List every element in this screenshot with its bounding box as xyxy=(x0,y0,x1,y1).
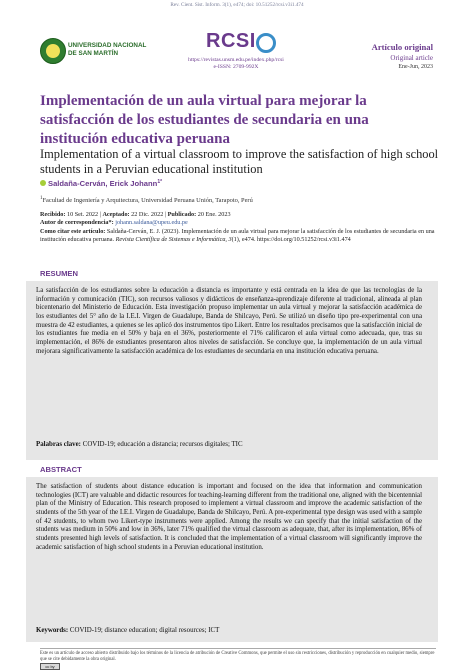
article-type-en: Original article xyxy=(390,54,433,62)
published-date: 20 Ene. 2023 xyxy=(197,211,231,218)
article-title-es: Implementación de un aula virtual para mejorar la satisfacción de los estudiantes de secundaria en una institución educativa peruana xyxy=(40,93,369,147)
article-meta xyxy=(40,211,445,245)
author-superscript: 1* xyxy=(157,179,163,185)
cite-volume: 3 xyxy=(228,236,232,244)
correspondence-line xyxy=(40,219,445,227)
abstract-keywords-label: Keywords: xyxy=(36,627,69,634)
resumen-text: La satisfacción de los estudiantes sobre la educación a distancia es importante y está centrada en la idea de que las tecnologías de la información y comunicación (TIC), son recursos valiosos y didácticos de enseñanza-aprendizaje diferente al tradicional, alineada al plan bicentenario del Ministerio de Educación. Esta investigación propuso implementar un aula virtual y mejorar la satisfacción académica de los estudiantes del 5° año de la I.E.I. Virgen de Guadalupe, Banda de Shilcayo, Perú. Se utilizó un diseño tipo pre-experimental con una muestra de 42 estudiantes, a quienes se les aplicó dos instrumentos tipo Likert. Entre los resultados precisamos que la satisfacción inicial de los estudiantes fue media en el 50% y baja en el 36%, posteriormente el 71% calificaron el aula virtual como adecuada, que, tras su implementación, el 86% de estudiantes presentaron altos niveles de satisfacción. Se concluye que, la implementación de un aula virtual mejorara significativamente la satisfacción académica de los estudiantes de secundaria en una institución educativa peruana. xyxy=(36,287,422,355)
journal-url-link[interactable]: https://revistas.unsm.edu.pe/index.php/rcsi xyxy=(188,57,284,63)
article-type-es: Artículo original xyxy=(371,42,433,52)
cite-text: Saldaña-Cerván, E. J. (2023). Implementación de un aula virtual para mejorar la satisfacción de los estudiantes de secundaria en una institución educativa peruana. xyxy=(40,227,435,244)
orcid-icon[interactable] xyxy=(40,180,46,186)
journal-citation-header: Rev. Cient. Sist. Inform. 3(1), e474; doi: 10.51252/rcsi.v3i1.474 xyxy=(170,2,304,8)
affiliation-superscript: 1 xyxy=(40,196,43,201)
published-label: Publicado: xyxy=(167,211,197,218)
affiliation xyxy=(40,196,253,204)
journal-issn: e-ISSN: 2709-992X xyxy=(213,64,259,70)
abstract-text: The satisfaction of students about distance education is important and focused on the idea that information and communication technologies (ICT) are valuable and didactic resources for teaching-learning different from the traditional one, aligned with the bicentennial plan of the Ministry of Education. This research proposed to implement a virtual classroom and improve the academic satisfaction of the students of the 5th year of the I.E.I. Virgen de Guadalupe, Banda de Shilcayo, Perú. A pre-experimental type design was used with a sample of 42 students, to whom two Likert-type instruments were applied. Among the results we can specify that the initial satisfaction of the students was medium in 50% and low in 36%, later 71% qualified the virtual classroom as adequate, that, after its implementation, 86% of students presented high levels of satisfaction. It is concluded that the implementation of a virtual classroom will significantly improve the academic satisfaction of high school students in a Peruvian educational institution. xyxy=(36,483,422,551)
license-text: Este es un artículo de acceso abierto distribuido bajo los términos de la licencia de atribución de Creative Commons, que permite el uso sin restricciones, distribución y reproducción en cualquier medio, siempre que se cite debidamente la obra original. xyxy=(40,651,435,663)
journal-logo-ring-icon xyxy=(256,33,276,53)
affiliation-text: Facultad de Ingeniería y Arquitectura, Universidad Peruana Unión, Tarapoto, Perú xyxy=(42,197,253,204)
abstract-keywords xyxy=(36,627,422,634)
correspondence-label: Autor de correspondencia*: xyxy=(40,219,114,227)
footer-divider xyxy=(40,648,436,649)
university-seal-icon xyxy=(40,38,66,64)
author-names[interactable]: Saldaña-Cerván, Erick Johann xyxy=(48,179,158,188)
cite-line xyxy=(40,228,445,245)
cite-label: Como citar este artículo: xyxy=(40,227,106,235)
correspondence-email-link[interactable]: johann.saldana@upeu.edu.pe xyxy=(115,219,188,227)
university-name xyxy=(68,42,146,57)
author-line xyxy=(40,179,162,188)
received-label: Recibido: xyxy=(40,211,66,218)
abstract-box xyxy=(26,477,438,642)
dates-line: Recibido: 10 Set. 2022 | Aceptado: 22 Dic. 2022 | Publicado: 20 Ene. 2023 xyxy=(40,211,231,218)
journal-logo: RCSI xyxy=(206,30,256,52)
university-name-line2: DE SAN MARTÍN xyxy=(68,49,119,57)
article-title-en: Implementation of a virtual classroom to improve the satisfaction of high school students in a Peruvian educational institution xyxy=(40,147,439,176)
received-date: 10 Set. 2022 xyxy=(66,211,99,218)
abstract-keywords-text: COVID-19; distance education; digital resources; ICT xyxy=(69,627,220,634)
resumen-keywords xyxy=(36,441,422,448)
resumen-box xyxy=(26,281,438,460)
university-name-line1: UNIVERSIDAD NACIONAL xyxy=(68,42,147,49)
accepted-date: 22 Dic. 2022 xyxy=(131,211,164,218)
accepted-label: Aceptado: xyxy=(102,211,130,218)
resumen-keywords-label: Palabras clave: xyxy=(36,441,81,448)
cite-doi[interactable]: (1), e474. https://doi.org/10.51252/rcsi.v3i1.474 xyxy=(231,236,351,244)
abstract-heading: ABSTRACT xyxy=(40,465,82,474)
resumen-keywords-text: COVID-19; educación a distancia; recursos digitales; TIC xyxy=(82,441,243,448)
resumen-heading: RESUMEN xyxy=(40,269,78,278)
article-issue-date: Ene-Jun, 2023 xyxy=(398,64,433,70)
cite-journal: Revista Científica de Sistemas e Informática, xyxy=(115,236,227,244)
cc-license-badge-icon[interactable]: cc by xyxy=(40,663,60,670)
